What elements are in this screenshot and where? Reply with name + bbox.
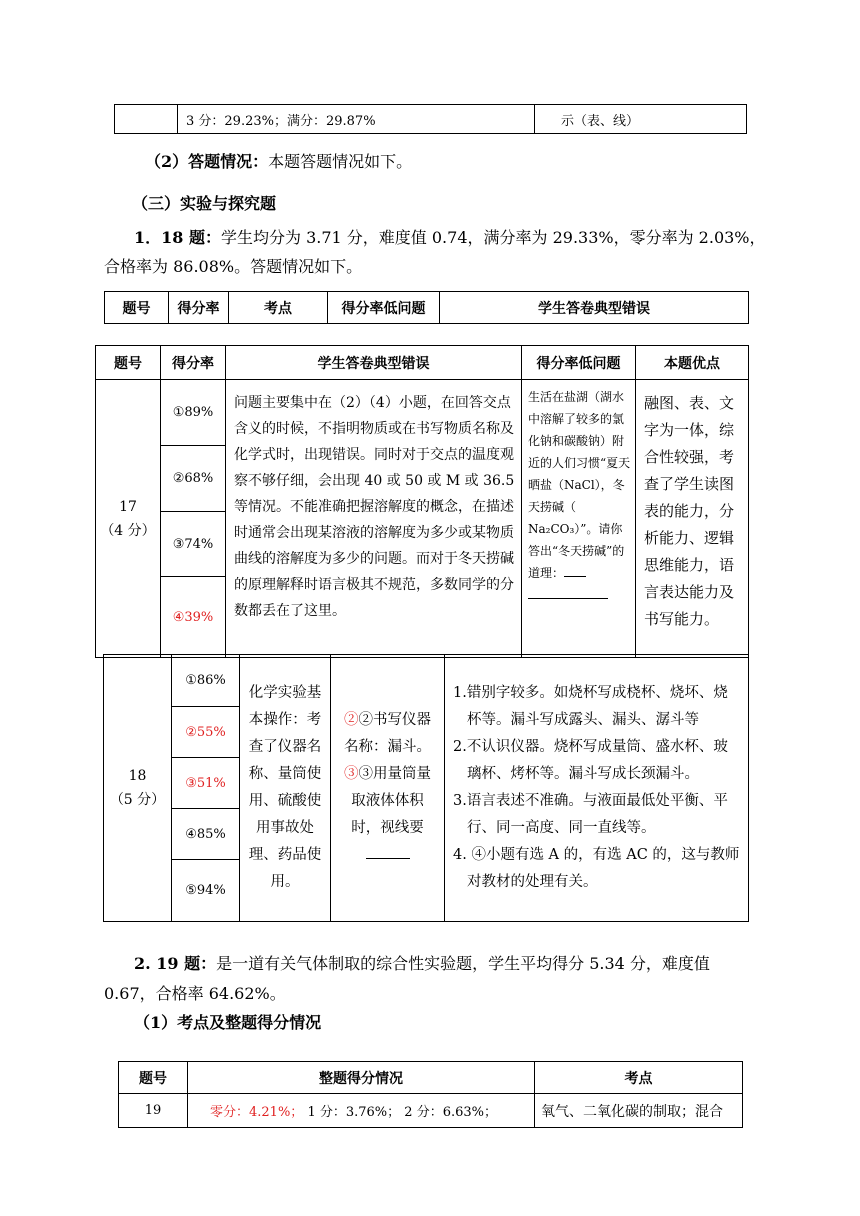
q18-rate-5: ⑤94% (172, 860, 240, 922)
q17-table (95, 345, 749, 658)
q19-header-score: 整题得分情况 (188, 1062, 535, 1094)
q17-merits: 融图、表、文字为一体，综合性较强，考查了学生读图表的能力，分析能力、逻辑思维能力，语言表达能力及书写能力。 (636, 380, 749, 658)
q17-errors: 问题主要集中在（2）（4）小题，在回答交点含义的时候，不指明物质或在书写物质名称及化学式时，出现错误。同时对于交点的温度观察不够仔细，会出现 40 或 50 或 M 或 36.5 等情况。不能准确把握溶解度的概念，在描述时通常会出现某溶液的溶解度为多少或某物质曲线的溶解度为多少的问题。而对于冬天捞碱的原理解释时语言极其不规范，多数同学的分数都丢在了这里。 (226, 380, 522, 658)
q18-error-2: 2.不认识仪器。烧杯写成量筒、盛水杯、玻璃杯、烤杯等。漏斗写成长颈漏斗。 (453, 739, 728, 782)
header-errors: 学生答卷典型错误 (440, 292, 749, 324)
subsection-answer-status: （2）答题情况：本题答题情况如下。 (145, 152, 413, 171)
q17-header-errors: 学生答卷典型错误 (226, 346, 522, 380)
q18-low-2: ③用量筒量取液体体积时，视线要 (351, 766, 431, 836)
q18-number: 18 (128, 768, 147, 784)
q18-error-4: 4. ④小题有选 A 的，有选 AC 的，这与教师对教材的处理有关。 (453, 847, 740, 890)
paragraph-q19-summary-line2: 0.67，合格率 64.62%。 (104, 984, 286, 1003)
header-point: 考点 (229, 292, 328, 324)
q19-point: 氧气、二氧化碳的制取；混合 (535, 1094, 743, 1128)
header-low: 得分率低问题 (328, 292, 440, 324)
q17-rate-3: ③74% (161, 512, 226, 577)
header-rate: 得分率 (169, 292, 229, 324)
q18-score: （5 分） (109, 792, 166, 808)
q18-low-1: ②书写仪器名称：漏斗。 (344, 712, 431, 755)
q17-rate-1: ①89% (161, 380, 226, 446)
section-heading-experiment: （三）实验与探究题 (132, 194, 277, 213)
paragraph-q19-summary: 2. 19 题：是一道有关气体制取的综合性实验题，学生平均得分 5.34 分，难度值 (134, 954, 710, 973)
q17-rate-2: ②68% (161, 446, 226, 512)
q18-low-cell (331, 655, 445, 922)
q17-number: 17 (119, 498, 137, 515)
q18-points: 化学实验基本操作：考查了仪器名称、量筒使用、硫酸使用事故处理、药品使用。 (240, 655, 331, 922)
paragraph-q18-summary-line2: 合格率为 86.08%。答题情况如下。 (104, 257, 363, 276)
q17-header-qnum: 题号 (96, 346, 161, 380)
q17-low-question: 生活在盐湖（湖水中溶解了较多的氯化钠和碳酸钠）附近的人们习惯“夏天晒盐（NaCl），冬天捞碱（ Na₂CO₃）”。请你答出“冬天捞碱”的道理： (522, 380, 636, 658)
q18-error-3: 3.语言表述不准确。与液面最低处平衡、平行、同一高度、同一直线等。 (453, 793, 728, 836)
header-table (104, 291, 749, 324)
paragraph-q18-summary: 1．18 题：学生均分为 3.71 分，难度值 0.74，满分率为 29.33%，零分率为 2.03%， (134, 228, 766, 247)
q18-rate-1: ①86% (172, 655, 240, 707)
q18-table (103, 654, 749, 922)
q19-header-point: 考点 (535, 1062, 743, 1094)
header-qnum: 题号 (105, 292, 169, 324)
top-table-point: 示（表、线） (535, 105, 747, 134)
q17-header-rate: 得分率 (161, 346, 226, 380)
q17-score: （4 分） (100, 522, 156, 539)
q17-rate-4: ④39% (161, 577, 226, 658)
q18-errors (445, 655, 749, 922)
q19-number: 19 (119, 1094, 188, 1128)
q18-low-2-red: ③ (344, 766, 359, 782)
q19-header-qnum: 题号 (119, 1062, 188, 1094)
q18-rate-3: ③51% (172, 758, 240, 809)
q17-number-cell (96, 380, 161, 658)
q18-rate-2: ②55% (172, 707, 240, 758)
q17-header-merits: 本题优点 (636, 346, 749, 380)
q18-low-1-red: ② (344, 712, 359, 728)
q18-rate-4: ④85% (172, 809, 240, 860)
top-table-scores: 3 分：29.23%；满分：29.87% (178, 105, 535, 134)
q19-table (118, 1061, 743, 1128)
q19-scores: 零分：4.21%； 1 分：3.76%； 2 分：6.63%； (188, 1094, 535, 1128)
q18-error-1: 1.错别字较多。如烧杯写成桡杯、烧坏、烧杯等。漏斗写成露头、漏头、潺斗等 (453, 685, 728, 728)
top-table-cell-empty (115, 105, 178, 134)
q17-header-low: 得分率低问题 (522, 346, 636, 380)
subsection-q19-points: （1）考点及整题得分情况 (134, 1013, 322, 1032)
top-table-fragment (114, 104, 747, 134)
q18-number-cell (104, 655, 172, 922)
